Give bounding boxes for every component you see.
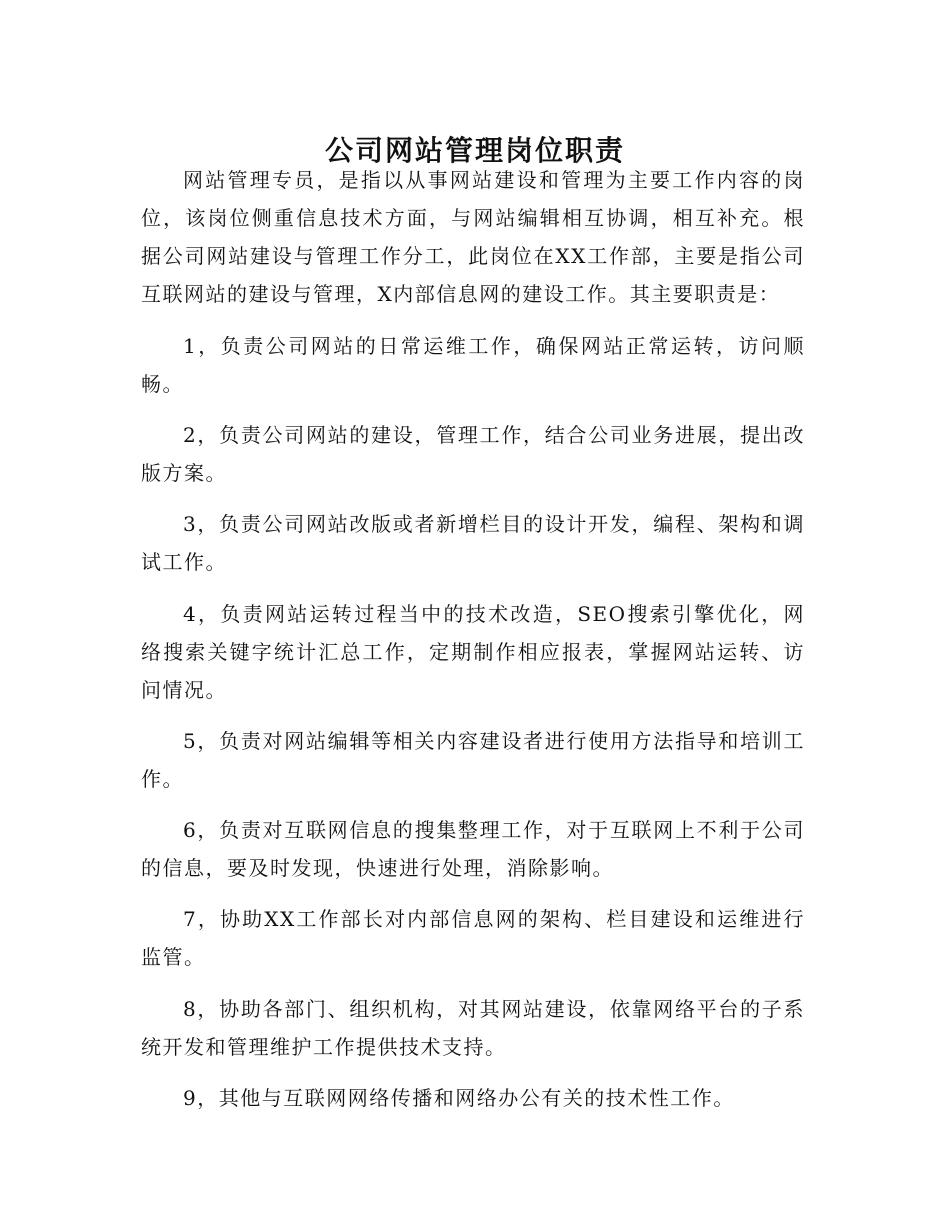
- intro-paragraph: 网站管理专员，是指以从事网站建设和管理为主要工作内容的岗位，该岗位侧重信息技术方面，与网站编辑相互协调，相互补充。根据公司网站建设与管理工作分工，此岗位在XX工作部，主要是指公司互联网站的建设与管理，X内部信息网的建设工作。其主要职责是：: [141, 168, 805, 306]
- duty-item-3: 3，负责公司网站改版或者新增栏目的设计开发，编程、架构和调试工作。: [141, 512, 805, 574]
- duty-item-5: 5，负责对网站编辑等相关内容建设者进行使用方法指导和培训工作。: [141, 729, 805, 791]
- duty-item-4: 4，负责网站运转过程当中的技术改造，SEO搜索引擎优化，网络搜索关键字统计汇总工作，定期制作相应报表，掌握网站运转、访问情况。: [141, 602, 805, 702]
- document-title: 公司网站管理岗位职责: [324, 133, 625, 167]
- duty-item-9: 9，其他与互联网网络传播和网络办公有关的技术性工作。: [183, 1086, 735, 1110]
- duty-item-1: 1，负责公司网站的日常运维工作，确保网站正常运转，访问顺畅。: [141, 334, 805, 396]
- duty-item-7: 7，协助XX工作部长对内部信息网的架构、栏目建设和运维进行监管。: [141, 907, 805, 969]
- duty-item-8: 8，协助各部门、组织机构，对其网站建设，依靠网络平台的子系统开发和管理维护工作提供技术支持。: [141, 997, 805, 1059]
- duty-item-2: 2，负责公司网站的建设，管理工作，结合公司业务进展，提出改版方案。: [141, 423, 805, 485]
- duty-item-6: 6，负责对互联网信息的搜集整理工作，对于互联网上不利于公司的信息，要及时发现，快速进行处理，消除影响。: [141, 818, 805, 880]
